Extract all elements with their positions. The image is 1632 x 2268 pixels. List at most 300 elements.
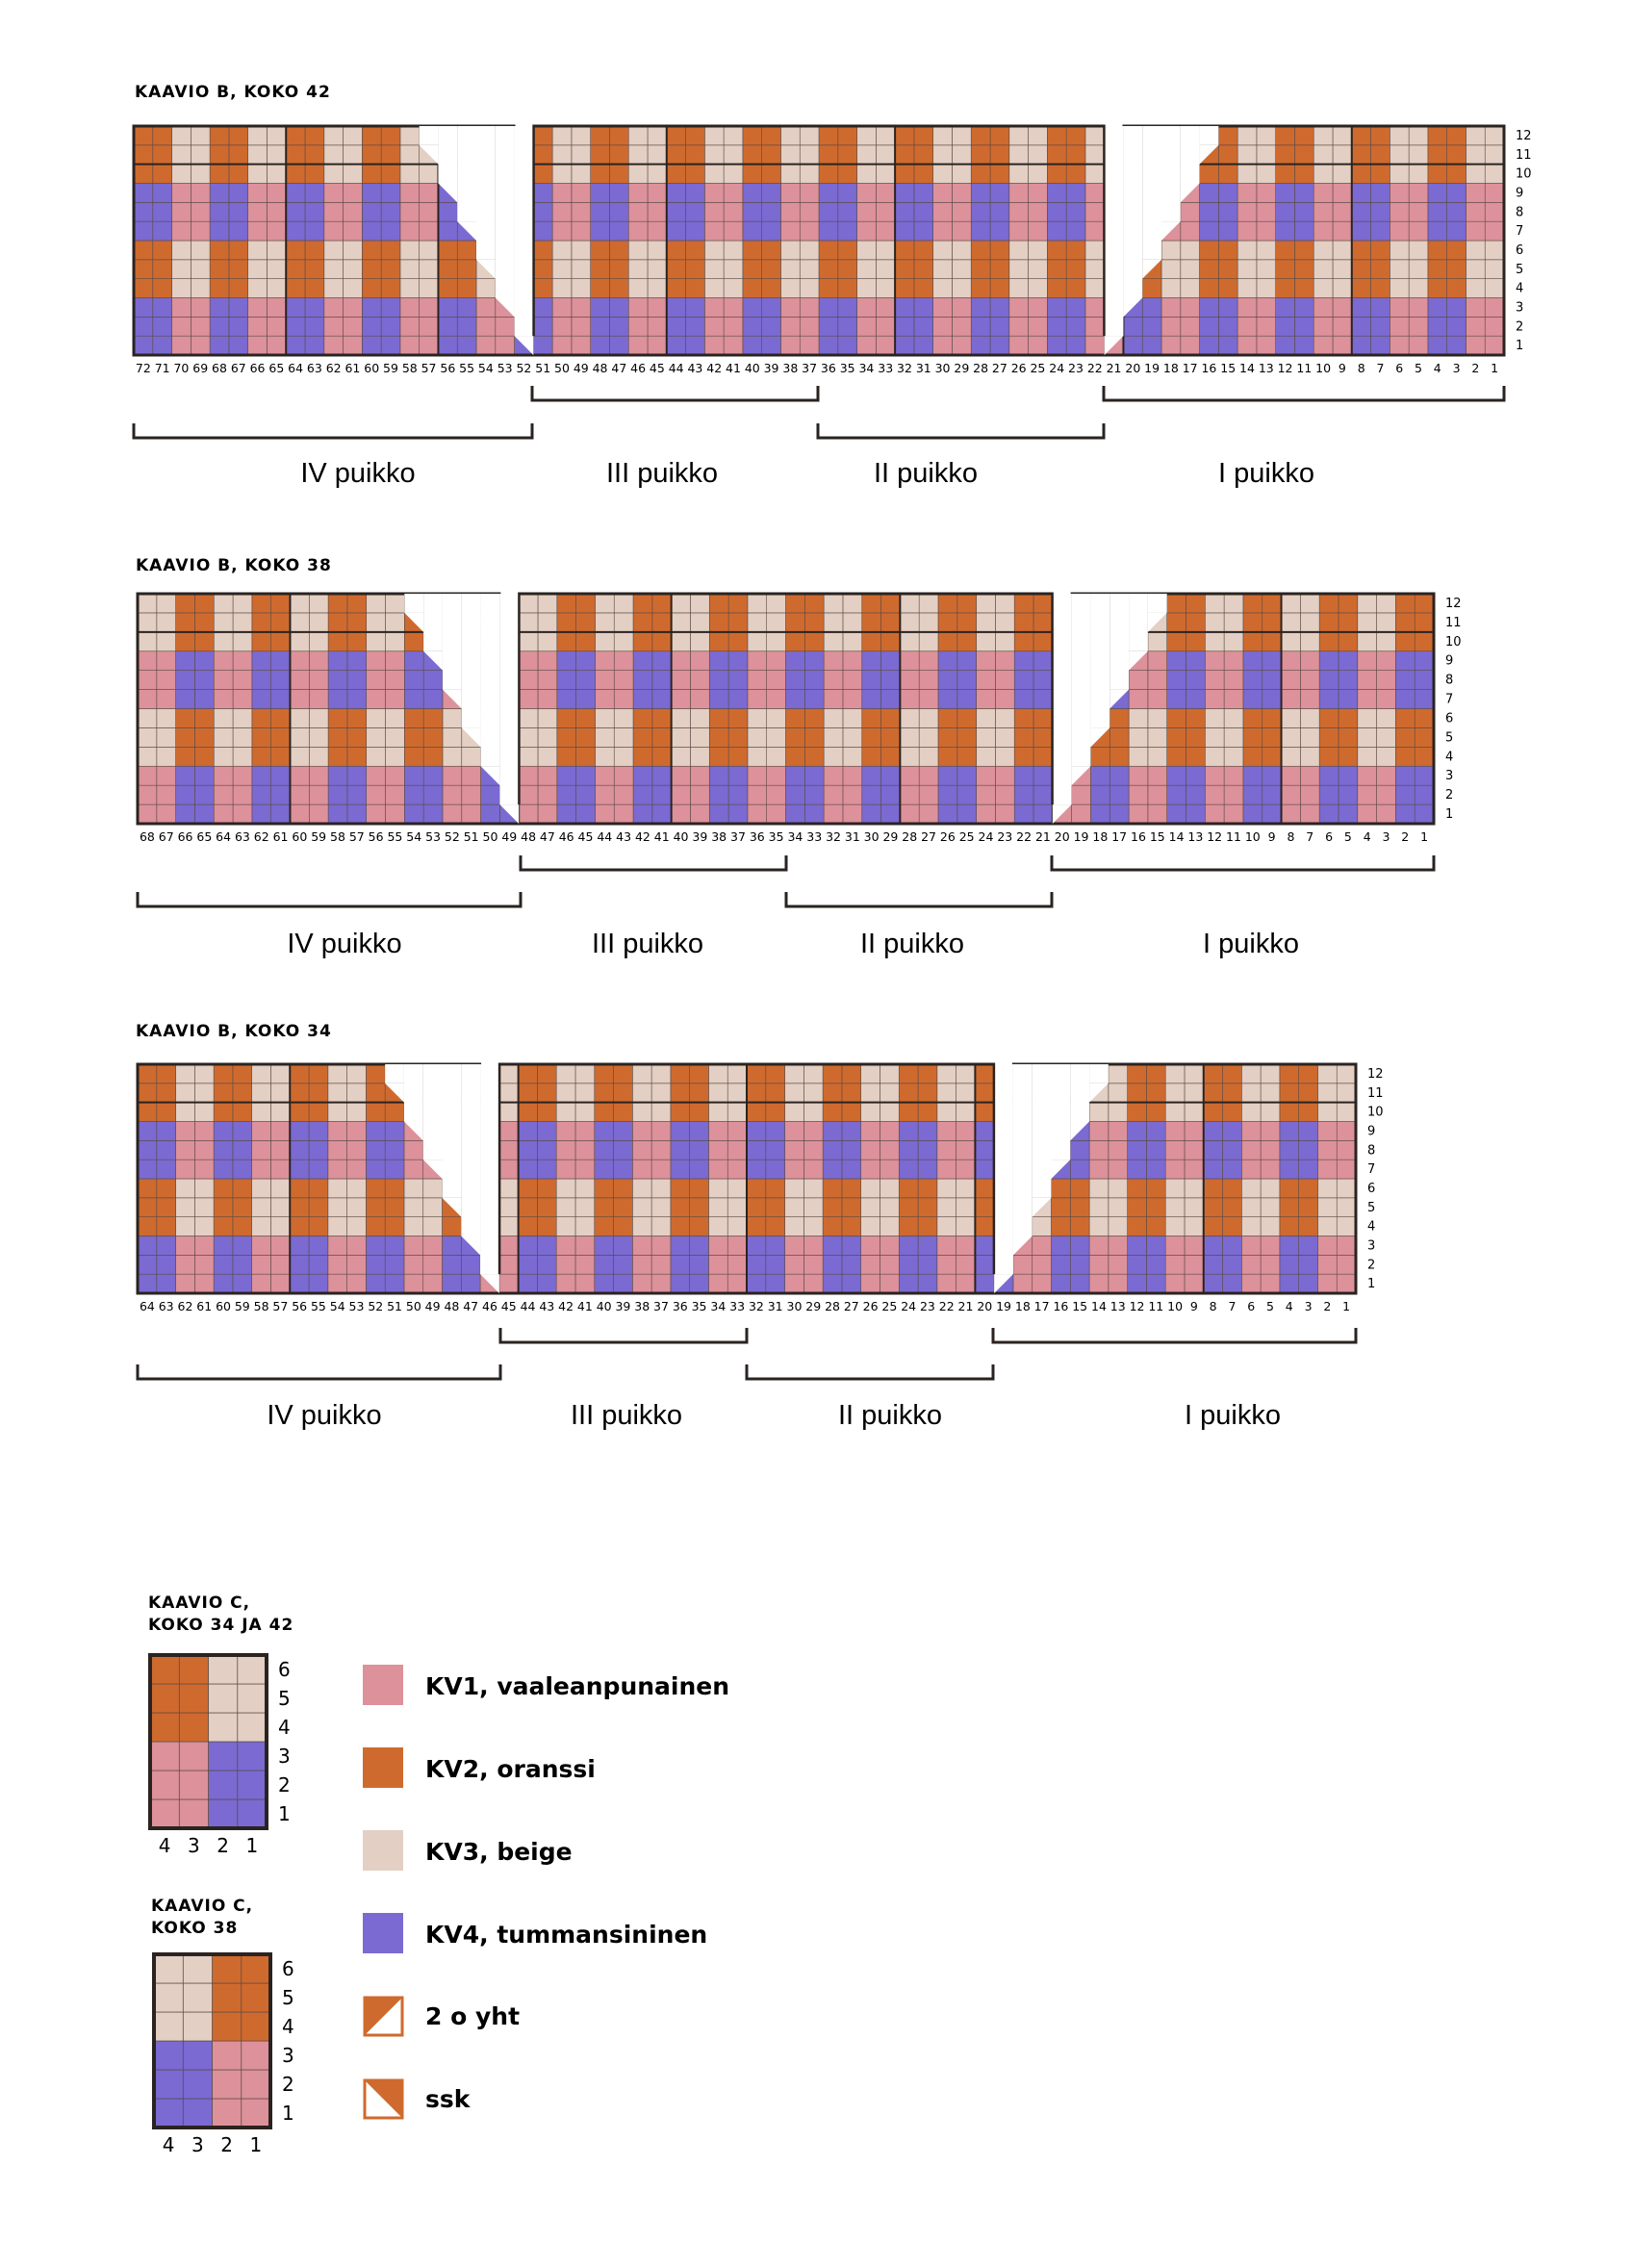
stitch-number: 38 xyxy=(634,1299,650,1313)
row-number: 7 xyxy=(1445,692,1454,707)
stitch-number: 41 xyxy=(576,1299,593,1313)
kv2-swatch xyxy=(363,1747,403,1788)
stitch-number: 16 xyxy=(1053,1299,1069,1313)
stitch-number: 32 xyxy=(897,361,912,375)
chart-c-row-number: 5 xyxy=(282,1986,294,2009)
chart-c-34-42-title-line1: KAAVIO C, xyxy=(148,1593,251,1613)
stitch-number: 71 xyxy=(154,361,170,375)
chart-c-cell xyxy=(150,1684,179,1713)
stitch-number: 18 xyxy=(1014,1299,1031,1313)
chart-c-cell xyxy=(154,1983,183,2012)
stitch-number: 72 xyxy=(135,361,151,375)
needle-2-bracket xyxy=(786,892,1052,906)
stitch-number: 48 xyxy=(444,1299,460,1313)
needle-1-label: I puikko xyxy=(1185,1400,1281,1431)
stitch-number: 55 xyxy=(387,829,403,844)
row-number: 1 xyxy=(1367,1277,1376,1292)
needle-2-label: II puikko xyxy=(838,1400,942,1431)
row-number: 3 xyxy=(1516,300,1524,316)
row-number: 9 xyxy=(1516,186,1524,201)
stitch-number: 54 xyxy=(477,361,494,375)
row-number: 5 xyxy=(1445,730,1454,746)
stitch-number: 17 xyxy=(1182,361,1198,375)
stitch-number: 3 xyxy=(1382,829,1390,844)
stitch-number: 19 xyxy=(1144,361,1160,375)
stitch-number: 16 xyxy=(1131,829,1146,844)
stitch-number: 8 xyxy=(1209,1299,1217,1313)
legend-item-kv1 xyxy=(363,1665,729,1705)
legend-label-kv2: KV2, oranssi xyxy=(425,1755,596,1783)
row-number: 7 xyxy=(1367,1162,1376,1178)
stitch-number: 19 xyxy=(996,1299,1011,1313)
stitch-number: 12 xyxy=(1277,361,1293,375)
legend-label-k2tog: 2 o yht xyxy=(425,2002,521,2030)
stitch-number: 11 xyxy=(1226,829,1241,844)
stitch-number: 41 xyxy=(653,829,670,844)
stitch-number: 59 xyxy=(311,829,327,844)
stitch-number: 21 xyxy=(1034,829,1051,844)
stitch-number: 55 xyxy=(310,1299,326,1313)
row-number: 4 xyxy=(1445,750,1454,765)
row-number: 7 xyxy=(1516,224,1524,240)
stitch-number: 55 xyxy=(459,361,475,375)
stitch-number: 33 xyxy=(878,361,894,375)
row-number: 12 xyxy=(1516,128,1532,143)
stitch-number: 26 xyxy=(1010,361,1027,375)
stitch-number: 2 xyxy=(1471,361,1480,375)
stitch-number: 24 xyxy=(978,829,994,844)
chart-c-cell xyxy=(154,2070,183,2099)
stitch-number: 63 xyxy=(306,361,322,375)
stitch-number: 27 xyxy=(991,361,1007,375)
stitch-number: 29 xyxy=(805,1299,822,1313)
chart-c-cell xyxy=(213,1954,242,1983)
stitch-number: 52 xyxy=(516,361,532,375)
stitch-number: 1 xyxy=(1420,829,1429,844)
row-number: 8 xyxy=(1445,673,1454,688)
chart-c-cell xyxy=(183,2041,212,2070)
row-number: 2 xyxy=(1445,788,1454,803)
chart-b-34-needle-brackets xyxy=(138,1328,1356,1379)
stitch-number: 15 xyxy=(1149,829,1165,844)
stitch-number: 4 xyxy=(1363,829,1371,844)
needle-4-bracket xyxy=(134,423,532,438)
stitch-number: 46 xyxy=(482,1299,497,1313)
stitch-number: 2 xyxy=(1401,829,1410,844)
stitch-number: 51 xyxy=(387,1299,402,1313)
stitch-number: 54 xyxy=(329,1299,345,1313)
stitch-number: 69 xyxy=(192,361,209,375)
chart-c-col-number: 3 xyxy=(188,1834,200,1857)
stitch-number: 18 xyxy=(1162,361,1179,375)
stitch-number: 34 xyxy=(710,1299,727,1313)
stitch-number: 57 xyxy=(421,361,437,375)
chart-c-cell xyxy=(213,2012,242,2041)
stitch-number: 15 xyxy=(1072,1299,1088,1313)
stitch-number: 57 xyxy=(272,1299,289,1313)
stitch-number: 7 xyxy=(1376,361,1385,375)
needle-1-bracket xyxy=(993,1328,1356,1342)
stitch-number: 34 xyxy=(787,829,803,844)
chart-c-col-number: 4 xyxy=(158,1834,171,1857)
chart-c-cell xyxy=(150,1799,179,1828)
stitch-number: 45 xyxy=(500,1299,517,1313)
stitch-number: 62 xyxy=(177,1299,193,1313)
row-number: 6 xyxy=(1516,242,1524,258)
chart-c-cell xyxy=(179,1742,208,1771)
stitch-number: 9 xyxy=(1338,361,1346,375)
stitch-number: 17 xyxy=(1111,829,1128,844)
legend-item-kv3 xyxy=(363,1830,573,1871)
chart-c-row-number: 3 xyxy=(282,2044,294,2067)
chart-b-34-row-numbers xyxy=(1367,1067,1384,1291)
stitch-number: 18 xyxy=(1092,829,1109,844)
chart-c-col-number: 2 xyxy=(217,1834,229,1857)
chart-c-col-number: 3 xyxy=(191,2133,204,2156)
chart-c-col-number: 1 xyxy=(245,1834,259,1857)
stitch-number: 13 xyxy=(1109,1299,1126,1313)
stitch-number: 37 xyxy=(802,361,818,375)
chart-b-38-grid xyxy=(138,592,1434,824)
stitch-number: 44 xyxy=(668,361,684,375)
kv1-swatch xyxy=(363,1665,403,1705)
stitch-number: 64 xyxy=(288,361,304,375)
legend-item-k2tog xyxy=(365,1998,520,2035)
stitch-number: 50 xyxy=(405,1299,421,1313)
stitch-number: 21 xyxy=(1106,361,1122,375)
k2tog-symbol-icon xyxy=(365,1998,402,2035)
stitch-number: 20 xyxy=(977,1299,993,1313)
stitch-number: 11 xyxy=(1296,361,1313,375)
chart-c-38-grid xyxy=(154,1954,270,2128)
stitch-number: 49 xyxy=(424,1299,441,1313)
stitch-number: 56 xyxy=(440,361,456,375)
stitch-number: 39 xyxy=(615,1299,631,1313)
chart-c-col-number: 1 xyxy=(249,2133,263,2156)
needle-3-label: III puikko xyxy=(591,929,704,959)
chart-c-cell xyxy=(238,1742,267,1771)
chart-b-38-title: KAAVIO B, KOKO 38 xyxy=(136,556,332,575)
stitch-number: 20 xyxy=(1054,829,1070,844)
chart-c-cell xyxy=(213,2099,242,2128)
chart-c-cell xyxy=(242,1954,270,1983)
stitch-number: 64 xyxy=(139,1299,155,1313)
stitch-number: 30 xyxy=(934,361,951,375)
stitch-number: 36 xyxy=(672,1299,688,1313)
stitch-number: 36 xyxy=(749,829,765,844)
stitch-number: 66 xyxy=(177,829,193,844)
stitch-number: 30 xyxy=(863,829,880,844)
stitch-number: 58 xyxy=(401,361,418,375)
stitch-number: 59 xyxy=(234,1299,250,1313)
row-number: 6 xyxy=(1367,1181,1376,1196)
stitch-number: 14 xyxy=(1168,829,1185,844)
stitch-number: 43 xyxy=(539,1299,555,1313)
chart-c-cell xyxy=(154,2041,183,2070)
row-number: 3 xyxy=(1445,769,1454,784)
stitch-number: 10 xyxy=(1315,361,1332,375)
stitch-number: 13 xyxy=(1258,361,1274,375)
stitch-number: 27 xyxy=(843,1299,859,1313)
stitch-number: 47 xyxy=(611,361,627,375)
stitch-number: 14 xyxy=(1239,361,1255,375)
needle-4-label: IV puikko xyxy=(287,929,402,959)
stitch-number: 42 xyxy=(634,829,650,844)
stitch-number: 7 xyxy=(1306,829,1314,844)
chart-b-34-grid xyxy=(138,1062,1356,1293)
stitch-number: 28 xyxy=(973,361,989,375)
stitch-number: 32 xyxy=(826,829,841,844)
stitch-number: 60 xyxy=(364,361,380,375)
chart-c-row-number: 2 xyxy=(278,1773,291,1797)
stitch-number: 40 xyxy=(596,1299,612,1313)
stitch-number: 22 xyxy=(938,1299,955,1313)
ssk-symbol-icon xyxy=(365,2080,402,2118)
stitch-number: 59 xyxy=(383,361,398,375)
needle-2-bracket xyxy=(747,1364,993,1379)
chart-c-cell xyxy=(213,2070,242,2099)
chart-c-cell xyxy=(154,2012,183,2041)
legend-label-kv3: KV3, beige xyxy=(425,1838,573,1866)
stitch-number: 1 xyxy=(1491,361,1499,375)
stitch-number: 32 xyxy=(748,1299,764,1313)
row-number: 1 xyxy=(1445,807,1454,823)
stitch-number: 44 xyxy=(597,829,613,844)
chart-c-cell xyxy=(209,1799,238,1828)
stitch-number: 23 xyxy=(997,829,1013,844)
needle-3-label: III puikko xyxy=(605,458,719,489)
stitch-number: 14 xyxy=(1091,1299,1107,1313)
stitch-number: 23 xyxy=(1068,361,1084,375)
chart-c-cell xyxy=(150,1655,179,1684)
stitch-number: 25 xyxy=(881,1299,898,1313)
chart-c-cell xyxy=(209,1713,238,1742)
row-number: 8 xyxy=(1516,205,1524,220)
needle-1-label: I puikko xyxy=(1203,929,1299,959)
stitch-number: 4 xyxy=(1285,1299,1293,1313)
chart-c-34-42-grid xyxy=(150,1655,267,1828)
stitch-number: 9 xyxy=(1267,829,1276,844)
stitch-number: 45 xyxy=(649,361,665,375)
row-number: 2 xyxy=(1367,1258,1376,1273)
needle-1-bracket xyxy=(1104,386,1504,400)
stitch-number: 40 xyxy=(673,829,689,844)
stitch-number: 20 xyxy=(1125,361,1141,375)
chart-c-cell xyxy=(209,1655,238,1684)
chart-c-row-number: 4 xyxy=(278,1716,291,1739)
chart-c-cell xyxy=(242,2099,270,2128)
stitch-number: 10 xyxy=(1167,1299,1184,1313)
stitch-number: 47 xyxy=(463,1299,479,1313)
stitch-number: 31 xyxy=(844,829,860,844)
stitch-number: 6 xyxy=(1325,829,1334,844)
stitch-number: 52 xyxy=(444,829,460,844)
stitch-number: 43 xyxy=(616,829,632,844)
row-number: 12 xyxy=(1367,1066,1384,1082)
chart-c-cell xyxy=(242,2012,270,2041)
stitch-number: 28 xyxy=(902,829,918,844)
chart-c-row-number: 1 xyxy=(282,2102,294,2125)
needle-2-bracket xyxy=(818,423,1104,438)
row-number: 11 xyxy=(1367,1085,1384,1101)
stitch-number: 40 xyxy=(744,361,760,375)
chart-c-34-42-title-line2: KOKO 34 JA 42 xyxy=(148,1616,294,1635)
stitch-number: 41 xyxy=(726,361,741,375)
chart-c-cell xyxy=(154,1954,183,1983)
stitch-number: 64 xyxy=(216,829,232,844)
chart-c-cell xyxy=(209,1684,238,1713)
stitch-number: 17 xyxy=(1033,1299,1050,1313)
stitch-number: 29 xyxy=(954,361,970,375)
stitch-number: 16 xyxy=(1201,361,1217,375)
chart-c-cell xyxy=(183,2012,212,2041)
stitch-number: 56 xyxy=(368,829,384,844)
needle-3-bracket xyxy=(532,386,818,400)
legend-item-ssk xyxy=(365,2080,472,2118)
chart-b-34-title: KAAVIO B, KOKO 34 xyxy=(136,1022,332,1041)
chart-c-cell xyxy=(242,2041,270,2070)
row-number: 5 xyxy=(1516,262,1524,277)
stitch-number: 38 xyxy=(782,361,799,375)
stitch-number: 58 xyxy=(253,1299,269,1313)
chart-c-row-number: 6 xyxy=(282,1957,294,1980)
stitch-number: 10 xyxy=(1244,829,1261,844)
chart-c-row-number: 6 xyxy=(278,1658,291,1681)
stitch-number: 39 xyxy=(763,361,779,375)
legend-item-kv2 xyxy=(363,1747,596,1788)
row-number: 3 xyxy=(1367,1238,1376,1254)
chart-b-38-row-numbers xyxy=(1445,597,1462,822)
stitch-number: 1 xyxy=(1342,1299,1351,1313)
stitch-number: 5 xyxy=(1266,1299,1274,1313)
stitch-number: 38 xyxy=(711,829,727,844)
stitch-number: 9 xyxy=(1189,1299,1198,1313)
legend-label-kv4: KV4, tummansininen xyxy=(425,1921,708,1949)
chart-c-cell xyxy=(238,1684,267,1713)
chart-c-cell xyxy=(179,1684,208,1713)
stitch-number: 60 xyxy=(216,1299,231,1313)
chart-b-42-grid xyxy=(134,124,1504,355)
stitch-number: 61 xyxy=(196,1299,213,1313)
kv3-swatch xyxy=(363,1830,403,1871)
chart-c-cell xyxy=(150,1713,179,1742)
stitch-number: 25 xyxy=(958,829,975,844)
chart-c-cell xyxy=(209,1742,238,1771)
stitch-number: 4 xyxy=(1433,361,1441,375)
chart-b-42-stitch-numbers xyxy=(136,361,1498,375)
stitch-number: 5 xyxy=(1415,361,1422,375)
chart-c-cell xyxy=(238,1655,267,1684)
stitch-number: 46 xyxy=(630,361,647,375)
kv4-swatch xyxy=(363,1913,403,1953)
legend-label-ssk: ssk xyxy=(425,2085,471,2113)
stitch-number: 68 xyxy=(139,829,155,844)
row-number: 6 xyxy=(1445,711,1454,726)
chart-c-38-title-line2: KOKO 38 xyxy=(151,1919,239,1938)
chart-b-42-row-numbers xyxy=(1516,129,1532,353)
needle-4-bracket xyxy=(138,892,521,906)
stitch-number: 3 xyxy=(1452,361,1461,375)
chart-c-col-number: 2 xyxy=(220,2133,233,2156)
stitch-number: 50 xyxy=(482,829,498,844)
chart-c-cell xyxy=(213,2041,242,2070)
stitch-number: 7 xyxy=(1228,1299,1237,1313)
needle-1-label: I puikko xyxy=(1218,458,1314,489)
stitch-number: 36 xyxy=(820,361,836,375)
stitch-number: 12 xyxy=(1129,1299,1145,1313)
stitch-number: 24 xyxy=(901,1299,917,1313)
stitch-number: 35 xyxy=(768,829,784,844)
stitch-number: 54 xyxy=(406,829,422,844)
chart-c-cell xyxy=(238,1799,267,1828)
needle-4-label: IV puikko xyxy=(267,1400,382,1431)
chart-b-34 xyxy=(136,1022,1384,1431)
stitch-number: 33 xyxy=(806,829,823,844)
stitch-number: 37 xyxy=(730,829,746,844)
chart-c-row-number: 4 xyxy=(282,2015,294,2038)
chart-c-34-42 xyxy=(148,1593,293,1857)
stitch-number: 21 xyxy=(957,1299,974,1313)
stitch-number: 61 xyxy=(272,829,289,844)
stitch-number: 13 xyxy=(1187,829,1204,844)
needle-4-label: IV puikko xyxy=(300,458,416,489)
chart-c-cell xyxy=(209,1771,238,1799)
chart-c-38 xyxy=(151,1897,294,2156)
stitch-number: 65 xyxy=(268,361,285,375)
stitch-number: 8 xyxy=(1357,361,1365,375)
chart-c-cell xyxy=(183,1983,212,2012)
row-number: 5 xyxy=(1367,1200,1376,1215)
stitch-number: 51 xyxy=(535,361,551,375)
stitch-number: 35 xyxy=(691,1299,707,1313)
stitch-number: 53 xyxy=(425,829,441,844)
stitch-number: 34 xyxy=(858,361,875,375)
stitch-number: 12 xyxy=(1207,829,1223,844)
stitch-number: 2 xyxy=(1323,1299,1332,1313)
stitch-number: 60 xyxy=(292,829,308,844)
row-number: 9 xyxy=(1445,653,1454,669)
row-number: 10 xyxy=(1445,634,1462,650)
stitch-number: 62 xyxy=(325,361,342,375)
stitch-number: 68 xyxy=(212,361,227,375)
chart-c-col-number: 4 xyxy=(162,2133,175,2156)
chart-b-42 xyxy=(134,83,1532,489)
chart-c-row-number: 3 xyxy=(278,1745,291,1768)
stitch-number: 31 xyxy=(915,361,931,375)
stitch-number: 6 xyxy=(1395,361,1404,375)
chart-c-38-title-line1: KAAVIO C, xyxy=(151,1897,254,1916)
needle-2-label: II puikko xyxy=(874,458,978,489)
chart-c-cell xyxy=(242,1983,270,2012)
stitch-number: 3 xyxy=(1304,1299,1313,1313)
stitch-number: 29 xyxy=(882,829,899,844)
stitch-number: 50 xyxy=(554,361,570,375)
chart-b-42-needle-brackets xyxy=(134,386,1504,438)
row-number: 10 xyxy=(1367,1105,1384,1120)
stitch-number: 45 xyxy=(577,829,594,844)
chart-c-cell xyxy=(179,1655,208,1684)
chart-c-cell xyxy=(183,2070,212,2099)
stitch-number: 43 xyxy=(687,361,703,375)
stitch-number: 63 xyxy=(234,829,250,844)
row-number: 9 xyxy=(1367,1124,1376,1139)
stitch-number: 8 xyxy=(1287,829,1295,844)
chart-b-42-title: KAAVIO B, KOKO 42 xyxy=(135,83,331,102)
legend-item-kv4 xyxy=(363,1913,707,1953)
stitch-number: 51 xyxy=(463,829,479,844)
chart-c-cell xyxy=(179,1713,208,1742)
row-number: 2 xyxy=(1516,319,1524,335)
